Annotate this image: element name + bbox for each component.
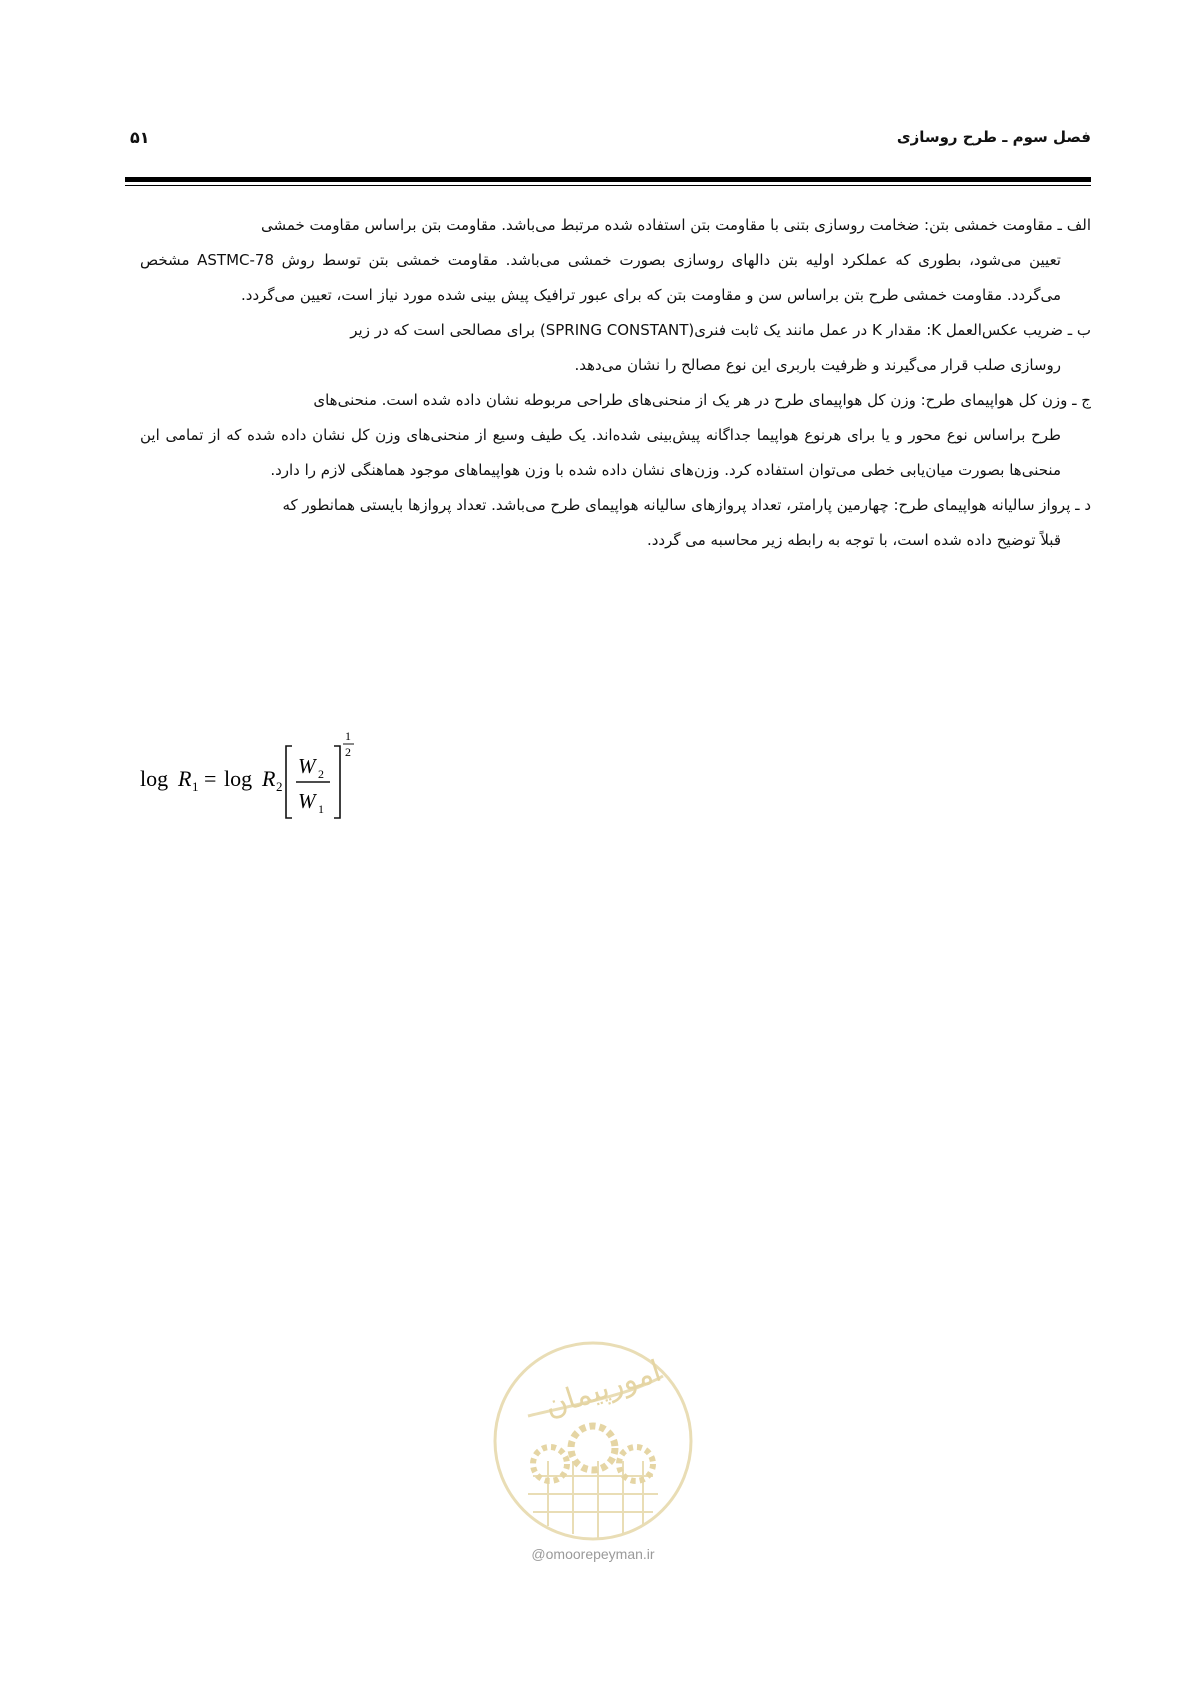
item-continuation: طرح براساس نوع محور و یا برای هرنوع هواپیما جداگانه پیش‌بینی شده‌اند. یک طیف وسیع از منحنی‌های وزن کل نشان داده شده که از تمامی این منحنی‌ها بصورت میان‌یابی خطی می‌توان استفاده کرد. وزن‌های نشان داده شده با وزن هواپیماهای موجود هماهنگی لازم را دارد. bbox=[140, 426, 1061, 479]
formula-r-right: R bbox=[262, 766, 276, 791]
formula-right-bracket bbox=[334, 746, 340, 818]
formula-log-left: log bbox=[140, 766, 169, 791]
formula-exp-den: 2 bbox=[345, 745, 351, 759]
formula-exp-num: 1 bbox=[345, 730, 351, 743]
watermark-site: @omoorepeyman.ir bbox=[531, 1546, 655, 1562]
chapter-title: فصل سوم ـ طرح روسازی bbox=[896, 128, 1091, 146]
header-rule-thin bbox=[125, 185, 1091, 186]
page-header bbox=[130, 128, 1091, 158]
formula-log-right: log bbox=[224, 766, 253, 791]
formula-w-den: W bbox=[298, 789, 316, 813]
item-continuation: روسازی صلب قرار می‌گیرند و ظرفیت باربری این نوع مصالح را نشان می‌دهد. bbox=[574, 356, 1061, 374]
formula-sub1: 1 bbox=[192, 779, 199, 794]
item-reaction-modulus bbox=[140, 313, 1091, 383]
item-flexural-strength bbox=[140, 208, 1091, 313]
header-rule-thick bbox=[125, 177, 1091, 182]
formula-w-num-sub: 2 bbox=[318, 767, 324, 781]
watermark-logo bbox=[488, 1336, 698, 1546]
item-annual-departures bbox=[140, 488, 1091, 558]
formula-left-bracket bbox=[286, 746, 292, 818]
item-first-line: الف ـ مقاومت خمشی بتن: ضخامت روسازی بتنی با مقاومت بتن استفاده شده مرتبط می‌باشد. مقاومت بتن براساس مقاومت خمشی bbox=[260, 216, 1091, 234]
item-first-line: د ـ پرواز سالیانه هواپیمای طرح: چهارمین پارامتر، تعداد پروازهای سالیانه هواپیمای طرح می‌باشد. تعداد پروازها بایستی همانطور که bbox=[282, 496, 1091, 514]
body-text bbox=[140, 208, 1091, 558]
formula-equals: = bbox=[204, 766, 217, 791]
watermark-logo-text: امورپیمان bbox=[540, 1353, 666, 1425]
item-continuation: قبلاً توضیح داده شده است، با توجه به رابطه زیر محاسبه می گردد. bbox=[646, 531, 1061, 549]
formula-w-num: W bbox=[298, 754, 316, 778]
item-continuation: تعیین می‌شود، بطوری که عملکرد اولیه بتن دالهای روسازی بصورت خمشی می‌باشد. مقاومت خمشی بتن توسط روش ASTMC-78 مشخص می‌گردد. مقاومت خمشی طرح بتن براساس سن و مقاومت بتن که برای عبور ترافیک پیش بینی شده مورد نیاز است، تعیین می‌گردد. bbox=[140, 251, 1061, 304]
departures-formula bbox=[140, 730, 400, 820]
page-number: ۵۱ bbox=[130, 128, 150, 147]
item-first-line: ب ـ ضریب عکس‌العمل K: مقدار K در عمل مانند یک ثابت فنری(SPRING CONSTANT) برای مصالحی است که در زیر bbox=[350, 321, 1091, 339]
formula-r-left: R bbox=[178, 766, 192, 791]
formula-sub2: 2 bbox=[276, 779, 283, 794]
item-first-line: ج ـ وزن کل هواپیمای طرح: وزن کل هواپیمای طرح در هر یک از منحنی‌های طراحی مربوطه نشان داده شده است. منحنی‌های bbox=[313, 391, 1091, 409]
item-aircraft-weight bbox=[140, 383, 1091, 488]
formula-w-den-sub: 1 bbox=[318, 802, 324, 816]
